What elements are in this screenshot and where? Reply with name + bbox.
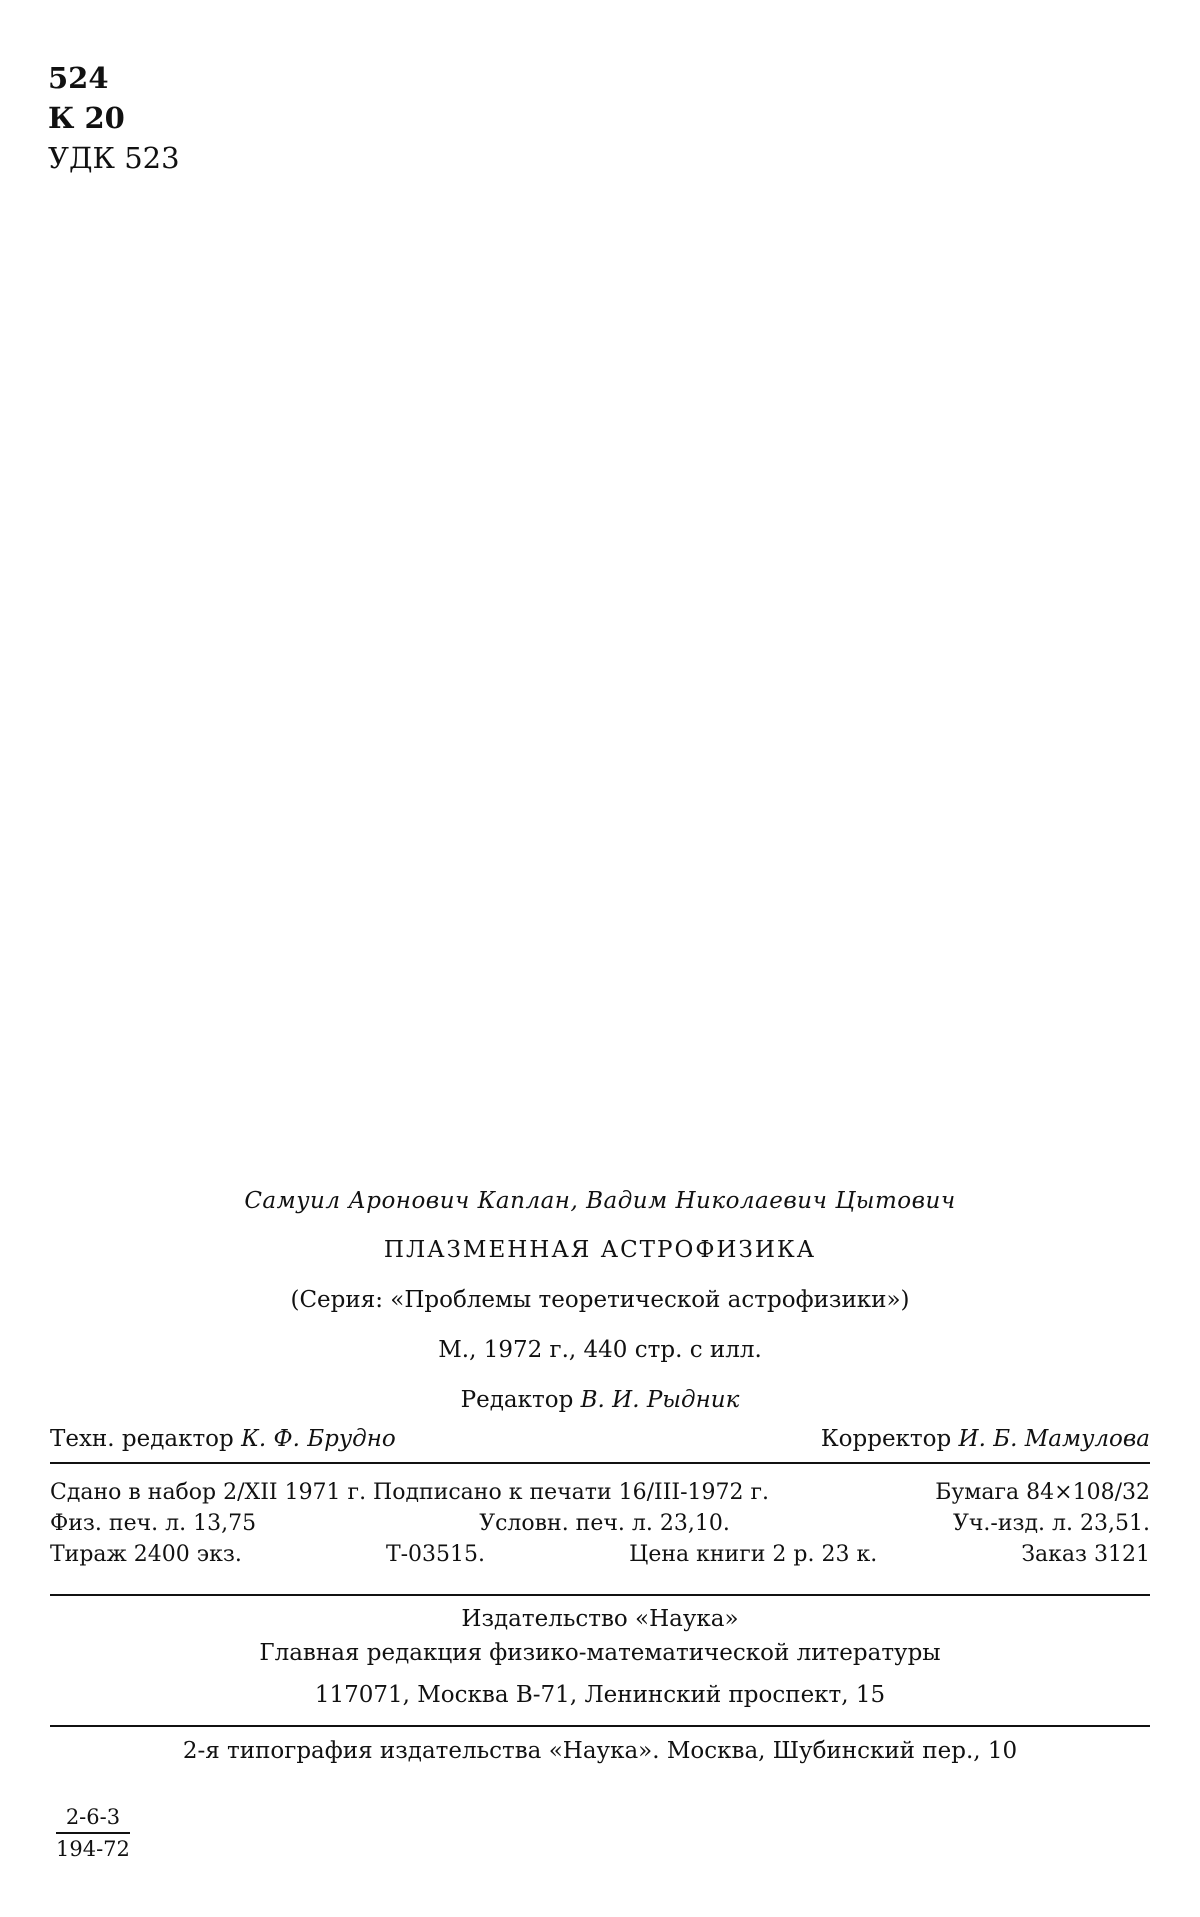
tech-editor-label: Техн. редактор	[50, 1426, 234, 1452]
printer-info: 2-я типография издательства «Наука». Москва, Шубинский пер., 10	[182, 1738, 1018, 1764]
print-details-row-1	[50, 1480, 1150, 1505]
book-series: (Серия: «Проблемы теоретической астрофизики»)	[290, 1287, 910, 1313]
editor-label: Редактор	[460, 1387, 574, 1413]
code-numerator: 2-6-3	[56, 1802, 130, 1834]
publisher-name: Издательство «Наука»	[461, 1606, 739, 1632]
print-details-row-2	[50, 1511, 1150, 1536]
print-run: Тираж 2400 экз.	[50, 1542, 242, 1567]
tech-editor	[50, 1426, 396, 1452]
publication-info: М., 1972 г., 440 стр. с илл.	[438, 1337, 762, 1363]
editor-name: В. И. Рыдник	[580, 1387, 740, 1413]
publisher-address: 117071, Москва В-71, Ленинский проспект, 15	[314, 1682, 886, 1708]
classification-block	[48, 58, 180, 178]
corrector-name: И. Б. Мамулова	[958, 1426, 1150, 1452]
divider-rule	[50, 1725, 1150, 1727]
paper-format: Бумага 84×108/32	[935, 1480, 1150, 1505]
typesetting-dates: Сдано в набор 2/XII 1971 г. Подписано к печати 16/III-1972 г.	[50, 1480, 770, 1505]
udk-code: УДК 523	[48, 141, 180, 175]
conventional-sheets: Условн. печ. л. 23,10.	[479, 1511, 730, 1536]
book-authors: Самуил Аронович Каплан, Вадим Николаевич Цытович	[244, 1188, 956, 1214]
physical-sheets: Физ. печ. л. 13,75	[50, 1511, 257, 1536]
corrector-label: Корректор	[820, 1426, 952, 1452]
divider-rule	[50, 1594, 1150, 1596]
editor-line	[0, 1387, 1200, 1413]
publishing-sheets: Уч.-изд. л. 23,51.	[952, 1511, 1150, 1536]
classification-number: 524	[48, 61, 109, 95]
book-title: ПЛАЗМЕННАЯ АСТРОФИЗИКА	[383, 1237, 817, 1263]
code-denominator: 194-72	[56, 1837, 130, 1861]
order-number: Заказ 3121	[1021, 1542, 1150, 1567]
tech-editor-name: К. Ф. Брудно	[241, 1426, 396, 1452]
staff-row	[50, 1426, 1150, 1452]
classification-code: К 20	[48, 101, 125, 135]
print-details-row-3	[50, 1542, 1150, 1567]
book-price: Цена книги 2 р. 23 к.	[629, 1542, 878, 1567]
publisher-division: Главная редакция физико-математической литературы	[259, 1640, 941, 1666]
permit-code: Т-03515.	[385, 1542, 486, 1567]
corrector	[821, 1426, 1150, 1452]
catalog-code-fraction	[56, 1802, 130, 1864]
divider-rule	[50, 1462, 1150, 1464]
